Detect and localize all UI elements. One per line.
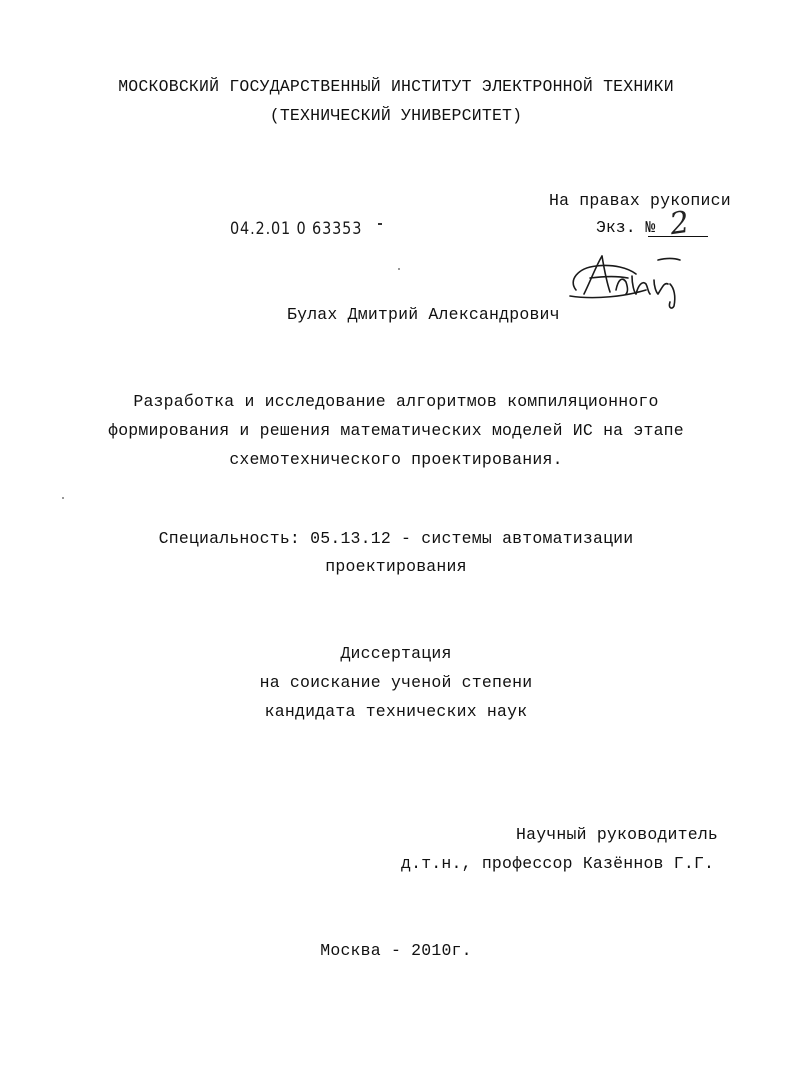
institute-subtitle: (ТЕХНИЧЕСКИЙ УНИВЕРСИТЕТ): [269, 106, 523, 125]
city-year: Москва - 2010г.: [320, 941, 472, 960]
scan-speck: [398, 268, 400, 270]
thesis-title-line-3: схемотехнического проектирования.: [229, 450, 563, 469]
degree-line-3: кандидата технических наук: [264, 702, 528, 721]
scan-speck: [62, 497, 64, 499]
author-signature: [566, 250, 696, 312]
thesis-title-line-2: формирования и решения математических моделей ИС на этапе: [108, 421, 684, 440]
specialty-line-1: Специальность: 05.13.12 - системы автоматизации: [158, 529, 634, 548]
degree-line-1: Диссертация: [340, 644, 452, 663]
degree-line-2: на соискание ученой степени: [259, 673, 533, 692]
specialty-line-2: проектирования: [325, 557, 467, 576]
copy-number-value: 2: [667, 204, 692, 243]
stamp-tick: [378, 223, 382, 225]
copy-number-label: Экз. №: [596, 218, 656, 237]
supervisor-name: д.т.н., профессор Казённов Г.Г.: [401, 854, 715, 873]
author-name: Булах Дмитрий Александрович: [287, 305, 560, 324]
supervisor-role: Научный руководитель: [516, 825, 719, 844]
manuscript-rights: На правах рукописи: [549, 191, 731, 210]
catalog-number-stamp: 04.2.01 0 63353: [230, 219, 363, 239]
thesis-title-line-1: Разработка и исследование алгоритмов компиляционного: [133, 392, 659, 411]
institute-name: МОСКОВСКИЙ ГОСУДАРСТВЕННЫЙ ИНСТИТУТ ЭЛЕКТРОННОЙ ТЕХНИКИ: [118, 77, 674, 96]
